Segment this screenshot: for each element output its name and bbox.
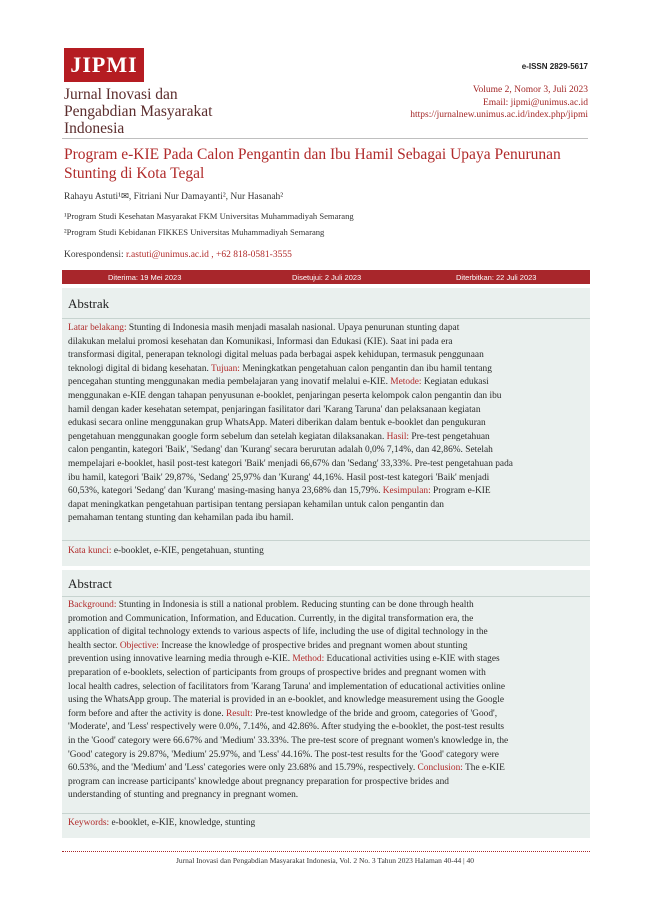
abstract-line: prevention using innovative learning media through e-KIE. Method: Educational activities using e-KIE with stages [68,654,500,665]
abstrak-line: teknologi digital di bidang kesehatan. Tujuan: Meningkatkan pengetahuan calon pengantin dan ibu hamil tentang [68,363,492,374]
abstract-line: in the 'Good' category were 66.67% and 'Medium' 33.33%. The pre-test score of pregnant women's knowledge in, the [68,735,509,746]
abstract-line: Background: Stunting in Indonesia is still a national problem. Reducing stunting can be done through health [68,600,474,610]
date-published: Diterbitkan: 22 Juli 2023 [456,272,537,282]
abstrak-box [62,288,590,566]
abstrak-line: mempelajari e-booklet, hasil post-test kategori 'Baik' menjadi 66,67% dan 'Sedang' 33,33%. Pre-test pengetahuan pada [68,458,513,469]
abstrak-heading: Abstrak [68,296,110,311]
abstract-line: understanding of stunting and pregnancy in pregnant women. [68,790,299,801]
affiliation-2: ²Program Studi Kebidanan FIKKES Universitas Muhammadiyah Semarang [64,227,325,237]
abstrak-line: ibu hamil, kategori 'Baik' 29,87%, 'Sedang' 25,97% dan 'Kurang' 44,16%. Hasil post-test kategori 'Baik' menjadi [68,472,490,483]
abstract-box [62,570,590,838]
abstrak-line: dilakukan melalui promosi kesehatan dan Komunikasi, Informasi dan Edukasi (KIE). Saat ini pada era [68,336,453,347]
keywords-label: Keywords: [68,818,110,828]
correspondence-label: Korespondensi: [64,250,124,260]
abstrak-line: edukasi secara online menggunakan grup WhatsApp. Materi diberikan dalam bentuk e-booklet dan pengukuran [68,418,486,429]
journal-logo: JIPMI [64,48,144,82]
affiliation-1: ¹Program Studi Kesehatan Masyarakat FKM Universitas Muhammadiyah Semarang [64,211,354,221]
abstract-line: local health cadres, selection of facilitators from 'Karang Taruna' and implementation of educational activities online [68,681,506,692]
date-approved: Disetujui: 2 Juli 2023 [292,272,362,282]
abstract-line: 'Moderate', and 'Less' respectively were 0.0%, 7.14%, and 42.86%. After studying the e-booklet, the post-test results [68,722,505,733]
article-title [64,145,589,183]
abstrak-line: pengetahuan menggunakan google form sebelum dan setelah kegiatan dilaksanakan. Hasil: Pre-test pengetahuan [68,431,490,442]
abstrak-line: hamil dengan kader kesehatan setempat, penjaringan fasilitator dari 'Karang Taruna' dan pelaksanaan kegiatan [68,404,481,415]
abstract-line: health sector. Objective: Increase the knowledge of prospective brides and pregnant women about stunting [68,640,468,651]
journal-name-line: Indonesia [64,120,125,137]
abstrak-line: dapat meningkatkan pengetahuan partisipan tentang persiapan kehamilan untuk calon pengantin dan [68,499,444,510]
abstract-body [68,599,584,803]
correspondence-contact-link[interactable]: r.astuti@unimus.ac.id , +62 818-0581-3555 [126,250,292,260]
footer-divider [62,851,590,852]
abstrak-heading-divider [62,318,590,319]
abstract-keyword-divider [62,813,590,814]
journal-name [64,86,264,137]
keywords-value: e-booklet, e-KIE, knowledge, stunting [109,818,256,828]
abstrak-line: Latar belakang: Stunting di Indonesia masih menjadi masalah nasional. Upaya penurunan stunting dapat [68,323,460,333]
abstract-heading: Abstract [68,576,113,591]
abstract-line: 'Good' category is 29.87%, 'Medium' 25.97%, and 'Less' 44.16%. The post-test results for the 'Good' category were [68,749,499,760]
abstract-line: promotion and Communication, Information, and Education. Currently, in the digital transformation era, the [68,613,474,624]
abstract-line: using the WhatsApp group. The material is provided in an e-booklet, and knowledge measurement using the Google [68,695,505,706]
dates-bar [62,270,590,284]
abstrak-keywords [68,546,264,556]
journal-name-line: Pengabdian Masyarakat [64,103,213,120]
abstrak-keyword-divider [62,540,590,541]
abstrak-line: transformasi digital, penerapan teknologi digital meluas pada berbagai aspek kehidupan, termasuk penggunaan [68,350,484,361]
abstrak-line: pencegahan stunting menggunakan media pembelajaran yang inovatif melalui e-KIE. Metode: Kegiatan edukasi [68,377,489,388]
abstract-line: program can increase participants' knowledge about pregnancy preparation for prospective brides and [68,776,449,787]
abstract-heading-divider [62,596,590,597]
header-divider [62,138,588,139]
journal-meta [410,84,588,122]
volume-info: Volume 2, Nomor 3, Juli 2023 [472,85,588,95]
keywords-value: e-booklet, e-KIE, pengetahuan, stunting [111,546,264,556]
abstract-line: preparation of e-booklets, selection of participants from groups of prospective brides and pregnant women with [68,667,486,678]
abstract-line: form before and after the activity is done. Result: Pre-test knowledge of the bride and groom, categories of 'Good', [68,708,498,719]
journal-email[interactable]: Email: jipmi@unimus.ac.id [482,97,588,108]
article-title-line: Program e-KIE Pada Calon Pengantin dan Ibu Hamil Sebagai Upaya Penurunan [64,146,561,163]
date-received: Diterima: 19 Mei 2023 [108,272,182,282]
abstract-line: 60.53%, and the 'Medium' and 'Less' categories were only 23.68% and 15.79%, respectively. Conclusion: The e-KIE [68,763,505,774]
correspondence [64,250,292,260]
journal-name-line: Jurnal Inovasi dan [64,86,178,103]
eissn: e-ISSN 2829-5617 [521,62,588,71]
abstrak-line: calon pengantin, kategori 'Baik', 'Sedang' dan 'Kurang' secara berurutan adalah 0,0% 7,14%, dan 42,86%. Setelah [68,445,493,456]
abstract-line: application of digital technology extends to various aspects of life, including the use of digital technology in the [68,627,488,638]
abstrak-line: menggunakan e-KIE dengan tahapan penyusunan e-booklet, penjaringan peserta kelompok calon pengantin dan ibu [68,390,502,401]
abstrak-line: 60,53%, kategori 'Sedang' dan 'Kurang' masing-masing hanya 23,68% dan 15,79%. Kesimpulan: Program e-KIE [68,486,491,497]
abstrak-body [68,322,584,526]
author-list: Rahayu Astuti¹✉, Fitriani Nur Damayanti², Nur Hasanah² [64,192,284,202]
journal-url-link[interactable]: https://jurnalnew.unimus.ac.id/index.php/jipmi [410,110,588,120]
keywords-label: Kata kunci: [68,546,112,556]
article-title-line: Stunting di Kota Tegal [64,165,205,182]
abstrak-line: pemahaman tentang stunting dan kehamilan pada ibu hamil. [68,513,294,524]
page-footer: Jurnal Inovasi dan Pengabdian Masyarakat Indonesia, Vol. 2 No. 3 Tahun 2023 Halaman 40-44 | 40 [175,856,474,865]
abstract-keywords [68,818,255,828]
